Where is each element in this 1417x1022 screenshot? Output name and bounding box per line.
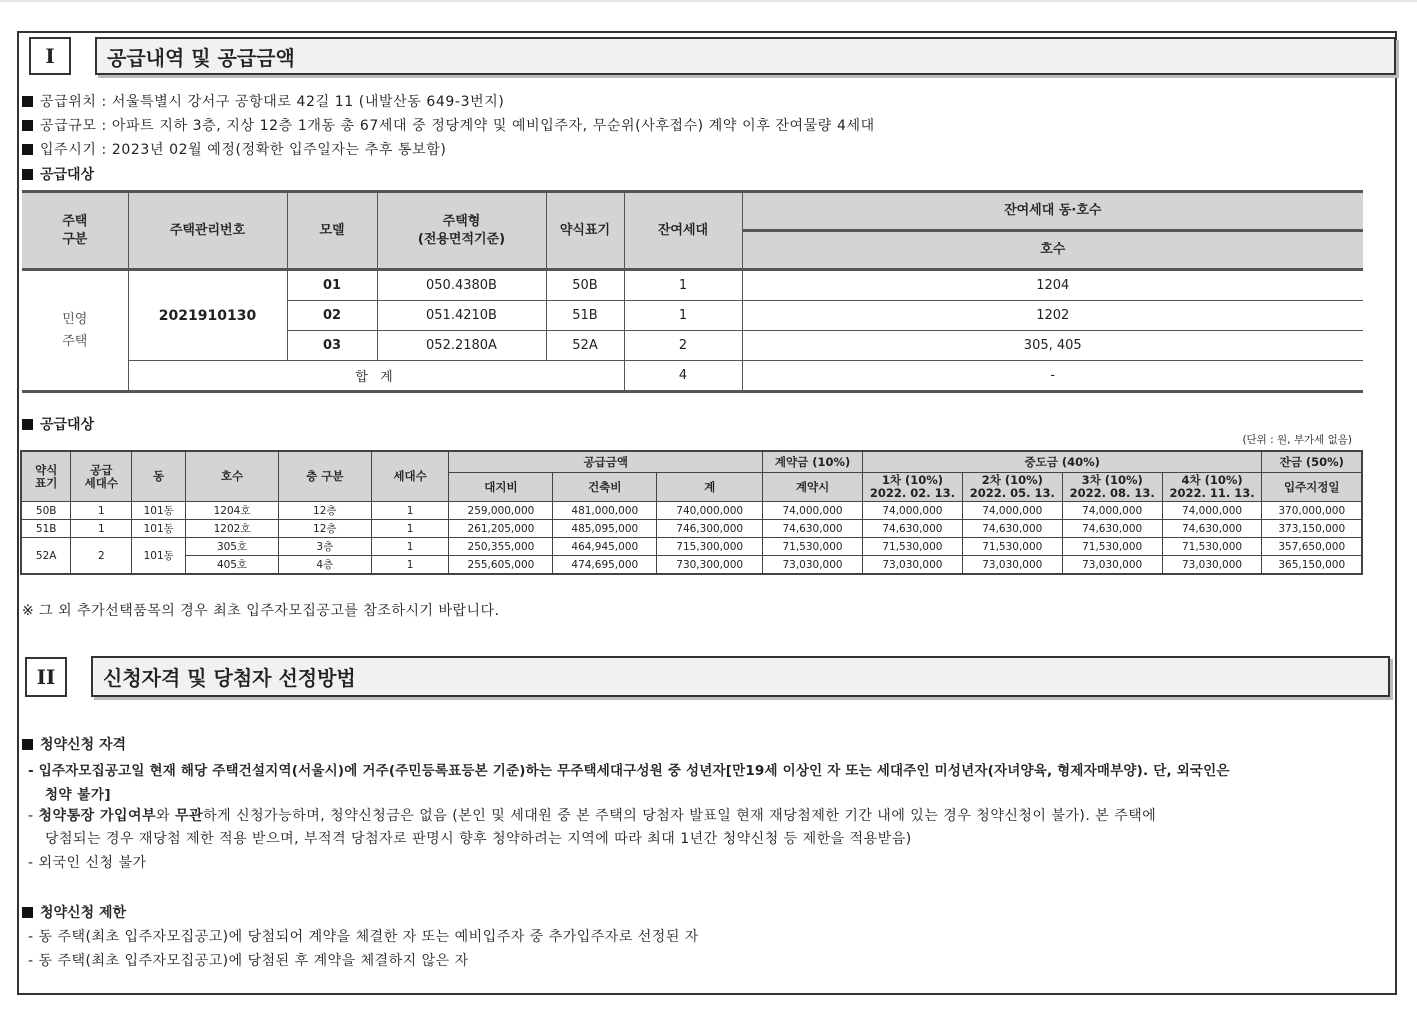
- cell-land: 259,000,000: [449, 502, 553, 520]
- cell-m4: 73,030,000: [1162, 556, 1262, 575]
- cell-balance: 357,650,000: [1262, 538, 1362, 556]
- header-model: 모델: [287, 192, 377, 270]
- square-bullet-icon: [22, 169, 33, 180]
- cell-m3: 74,630,000: [1062, 520, 1162, 538]
- cell-deposit: 74,630,000: [763, 520, 863, 538]
- section-title-1: 공급내역 및 공급금액: [95, 37, 1396, 75]
- cell-type: 052.2180A: [377, 331, 546, 361]
- header-land: 대지비: [449, 473, 553, 502]
- cell-supply: 1: [71, 502, 132, 520]
- cell-deposit: 73,030,000: [763, 556, 863, 575]
- cell-model: 03: [287, 331, 377, 361]
- cell-total: 746,300,000: [657, 520, 763, 538]
- cell-ho: 1202호: [186, 520, 279, 538]
- cell-count: 1: [624, 301, 742, 331]
- section-number-2: II: [25, 657, 67, 697]
- cell-m2: 71,530,000: [962, 538, 1062, 556]
- square-bullet-icon: [22, 144, 33, 155]
- cell-floor: 12층: [278, 502, 371, 520]
- cell-hh: 1: [371, 538, 449, 556]
- header-dong-ho: 잔여세대 동·호수: [742, 192, 1363, 231]
- cell-building: 464,945,000: [553, 538, 657, 556]
- cell-total: 715,300,000: [657, 538, 763, 556]
- cell-model: 01: [287, 270, 377, 301]
- header-supply-count: 공급 세대수: [71, 451, 132, 502]
- cell-m1: 74,000,000: [862, 502, 962, 520]
- cell-land: 255,605,000: [449, 556, 553, 575]
- supply-target-table: [22, 190, 1363, 393]
- qualification-line-3: - 외국인 신청 불가: [28, 855, 147, 871]
- square-bullet-icon: [22, 96, 33, 107]
- qualification-line-2: - 청약통장 가입여부와 무관하게 신청가능하며, 청약신청금은 없음 (본인 및 세대원 중 본 주택의 당첨자 발표일 현재 재당첨제한 기간 내에 있는 경우 청약신청이 불가). 본 주택에: [28, 808, 1157, 824]
- cell-hh: 1: [371, 556, 449, 575]
- cell-abbr: 50B: [546, 270, 624, 301]
- header-m3: 3차 (10%) 2022. 08. 13.: [1062, 473, 1162, 502]
- cell-total: 730,300,000: [657, 556, 763, 575]
- header-middle: 중도금 (40%): [862, 451, 1262, 473]
- header-m1: 1차 (10%) 2022. 02. 13.: [862, 473, 962, 502]
- cell-hh: 1: [371, 502, 449, 520]
- header-deposit-sub: 계약시: [763, 473, 863, 502]
- cell-count: 2: [624, 331, 742, 361]
- additional-note: ※ 그 외 추가선택품목의 경우 최초 입주자모집공고를 참조하시기 바랍니다.: [22, 603, 500, 619]
- cell-floor: 12층: [278, 520, 371, 538]
- cell-abbr: 52A: [21, 538, 71, 575]
- cell-housing-type: 민영 주택: [22, 270, 128, 392]
- cell-balance: 370,000,000: [1262, 502, 1362, 520]
- restriction-line-2: - 동 주택(최초 입주자모집공고)에 당첨된 후 계약을 체결하지 않은 자: [28, 953, 469, 969]
- header-ho: 호수: [186, 451, 279, 502]
- cell-ho: 305호: [186, 538, 279, 556]
- cell-building: 485,095,000: [553, 520, 657, 538]
- cell-abbr: 52A: [546, 331, 624, 361]
- cell-m4: 71,530,000: [1162, 538, 1262, 556]
- cell-land: 250,355,000: [449, 538, 553, 556]
- cell-dong: 101동: [132, 538, 186, 575]
- supply-target-heading: 공급대상: [22, 164, 94, 184]
- header-balance: 잔금 (50%): [1262, 451, 1362, 473]
- header-housing-type: 주택 구분: [22, 192, 128, 270]
- header-m4: 4차 (10%) 2022. 11. 13.: [1162, 473, 1262, 502]
- cell-m4: 74,000,000: [1162, 502, 1262, 520]
- header-households: 세대수: [371, 451, 449, 502]
- square-bullet-icon: [22, 419, 33, 430]
- cell-building: 481,000,000: [553, 502, 657, 520]
- square-bullet-icon: [22, 120, 33, 131]
- section-number-1: I: [29, 37, 71, 75]
- cell-hh: 1: [371, 520, 449, 538]
- cell-total-label: 합 계: [128, 361, 624, 392]
- header-abbr: 약식표기: [546, 192, 624, 270]
- header-abbr: 약식 표기: [21, 451, 71, 502]
- cell-ho: 1202: [742, 301, 1363, 331]
- header-supply-amount: 공급금액: [449, 451, 763, 473]
- cell-m2: 74,630,000: [962, 520, 1062, 538]
- cell-m4: 74,630,000: [1162, 520, 1262, 538]
- table-row: [21, 502, 1362, 520]
- table-row: [21, 538, 1362, 556]
- restriction-line-1: - 동 주택(최초 입주자모집공고)에 당첨되어 계약을 체결한 자 또는 예비입주자 중 추가입주자로 선정된 자: [28, 929, 699, 945]
- cell-type: 050.4380B: [377, 270, 546, 301]
- cell-dong: 101동: [132, 502, 186, 520]
- qualification-line-2b: 당첨되는 경우 재당첨 제한 적용 받으며, 부적격 당첨자로 판명시 향후 청약하려는 지역에 따라 최대 1년간 청약신청 등 제한을 적용받음): [45, 831, 912, 847]
- cell-abbr: 51B: [546, 301, 624, 331]
- header-m2: 2차 (10%) 2022. 05. 13.: [962, 473, 1062, 502]
- cell-building: 474,695,000: [553, 556, 657, 575]
- supply-amount-table: [20, 450, 1363, 575]
- top-edge-line: [0, 0, 1417, 2]
- qualification-heading: 청약신청 자격: [22, 734, 126, 754]
- square-bullet-icon: [22, 739, 33, 750]
- info-location: 공급위치 : 서울특별시 강서구 공항대로 42길 11 (내발산동 649-3번지): [22, 91, 504, 111]
- cell-m3: 74,000,000: [1062, 502, 1162, 520]
- cell-deposit: 71,530,000: [763, 538, 863, 556]
- restriction-heading: 청약신청 제한: [22, 902, 126, 922]
- header-dong: 동: [132, 451, 186, 502]
- cell-type: 051.4210B: [377, 301, 546, 331]
- section-title-2: 신청자격 및 당첨자 선정방법: [91, 656, 1390, 697]
- info-move-in: 입주시기 : 2023년 02월 예정(정확한 입주일자는 추후 통보함): [22, 139, 446, 159]
- cell-total: 740,000,000: [657, 502, 763, 520]
- square-bullet-icon: [22, 907, 33, 918]
- cell-ho: 1204호: [186, 502, 279, 520]
- cell-m3: 73,030,000: [1062, 556, 1162, 575]
- header-total: 계: [657, 473, 763, 502]
- cell-m1: 71,530,000: [862, 538, 962, 556]
- cell-floor: 3층: [278, 538, 371, 556]
- header-building: 건축비: [553, 473, 657, 502]
- cell-balance: 373,150,000: [1262, 520, 1362, 538]
- cell-total-ho: -: [742, 361, 1363, 392]
- info-scale: 공급규모 : 아파트 지하 3층, 지상 12층 1개동 총 67세대 중 정당계약 및 예비입주자, 무순위(사후접수) 계약 이후 잔여물량 4세대: [22, 115, 875, 135]
- header-deposit: 계약금 (10%): [763, 451, 863, 473]
- cell-ho: 305, 405: [742, 331, 1363, 361]
- supply-amount-heading: 공급대상: [22, 414, 94, 434]
- table-row: [21, 520, 1362, 538]
- cell-ho: 405호: [186, 556, 279, 575]
- unit-note: (단위 : 원, 부가세 없음): [1242, 434, 1352, 446]
- cell-m2: 73,030,000: [962, 556, 1062, 575]
- cell-land: 261,205,000: [449, 520, 553, 538]
- header-ho: 호수: [742, 231, 1363, 270]
- qualification-line-1b: 청약 불가]: [45, 787, 112, 803]
- cell-m1: 73,030,000: [862, 556, 962, 575]
- cell-deposit: 74,000,000: [763, 502, 863, 520]
- qualification-line-1: - 입주자모집공고일 현재 해당 주택건설지역(서울시)에 거주(주민등록표등본 기준)하는 무주택세대구성원 중 성년자[만19세 이상인 자 또는 세대주인 미성년자(자녀양육, 형제자매부양). 단, 외국인은: [28, 763, 1230, 779]
- header-remaining: 잔여세대: [624, 192, 742, 270]
- cell-dong: 101동: [132, 520, 186, 538]
- cell-floor: 4층: [278, 556, 371, 575]
- cell-ho: 1204: [742, 270, 1363, 301]
- table-row: [21, 556, 1362, 575]
- header-house-type: 주택형 (전용면적기준): [377, 192, 546, 270]
- header-mgmt-no: 주택관리번호: [128, 192, 287, 270]
- cell-mgmt-no: 2021910130: [128, 270, 287, 361]
- cell-balance: 365,150,000: [1262, 556, 1362, 575]
- header-balance-sub: 입주지정일: [1262, 473, 1362, 502]
- cell-model: 02: [287, 301, 377, 331]
- cell-count: 1: [624, 270, 742, 301]
- cell-supply: 1: [71, 520, 132, 538]
- cell-m1: 74,630,000: [862, 520, 962, 538]
- cell-abbr: 50B: [21, 502, 71, 520]
- header-floor: 층 구분: [278, 451, 371, 502]
- cell-m2: 74,000,000: [962, 502, 1062, 520]
- cell-abbr: 51B: [21, 520, 71, 538]
- cell-total-count: 4: [624, 361, 742, 392]
- cell-supply: 2: [71, 538, 132, 575]
- cell-m3: 71,530,000: [1062, 538, 1162, 556]
